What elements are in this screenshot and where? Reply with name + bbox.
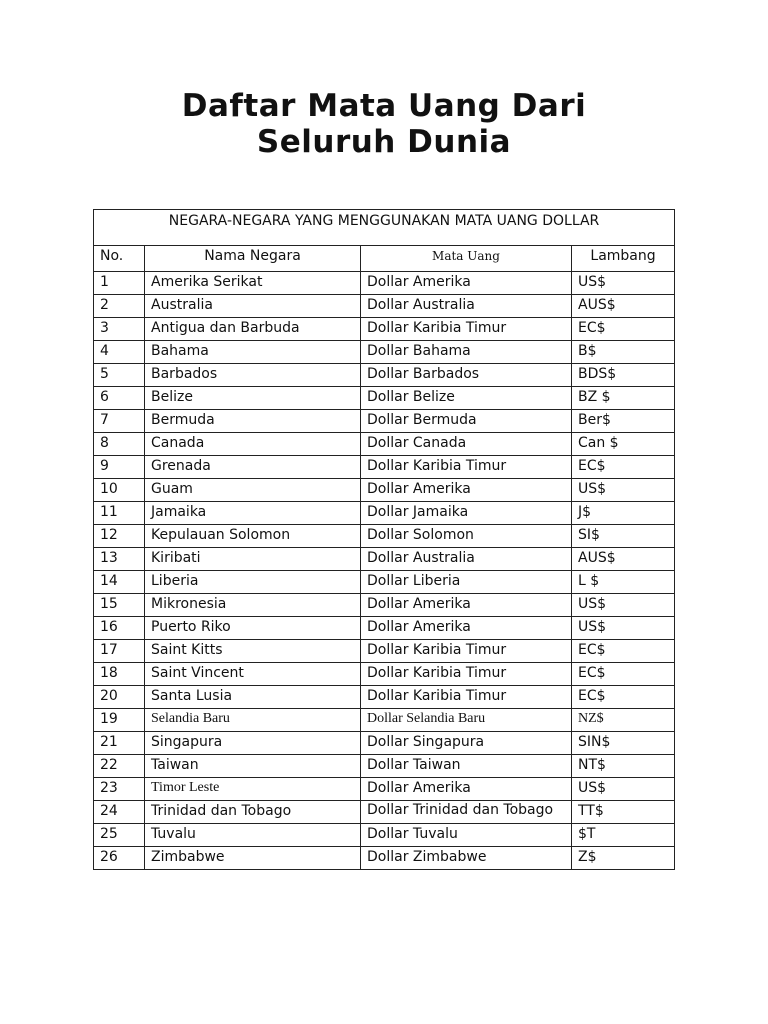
row-country: Belize (145, 387, 361, 410)
row-number: 4 (94, 341, 145, 364)
row-number: 16 (94, 617, 145, 640)
table-row (94, 318, 675, 341)
row-country: Zimbabwe (145, 847, 361, 870)
table-row (94, 456, 675, 479)
table-row (94, 364, 675, 387)
row-country: Saint Vincent (145, 663, 361, 686)
row-number: 26 (94, 847, 145, 870)
row-country: Guam (145, 479, 361, 502)
row-currency: Dollar Karibia Timur (361, 663, 572, 686)
row-number: 5 (94, 364, 145, 387)
table-row (94, 295, 675, 318)
row-number: 22 (94, 755, 145, 778)
row-number: 1 (94, 272, 145, 295)
row-symbol: EC$ (572, 318, 675, 341)
row-country: Bermuda (145, 410, 361, 433)
table-banner: NEGARA-NEGARA YANG MENGGUNAKAN MATA UANG DOLLAR (94, 210, 675, 246)
row-symbol: EC$ (572, 456, 675, 479)
row-currency: Dollar Amerika (361, 272, 572, 295)
row-currency: Dollar Amerika (361, 778, 572, 801)
row-symbol: AUS$ (572, 548, 675, 571)
row-country: Bahama (145, 341, 361, 364)
row-country: Jamaika (145, 502, 361, 525)
row-symbol: NT$ (572, 755, 675, 778)
table-header-row (94, 246, 675, 272)
row-symbol: L $ (572, 571, 675, 594)
row-number: 2 (94, 295, 145, 318)
table-row (94, 617, 675, 640)
row-country: Trinidad dan Tobago (145, 801, 361, 824)
row-country: Antigua dan Barbuda (145, 318, 361, 341)
row-number: 25 (94, 824, 145, 847)
row-number: 11 (94, 502, 145, 525)
row-symbol: B$ (572, 341, 675, 364)
row-symbol: $T (572, 824, 675, 847)
row-number: 9 (94, 456, 145, 479)
row-currency: Dollar Karibia Timur (361, 318, 572, 341)
row-country: Selandia Baru (145, 709, 361, 732)
table-row (94, 801, 675, 824)
row-country: Santa Lusia (145, 686, 361, 709)
row-number: 10 (94, 479, 145, 502)
row-symbol: Ber$ (572, 410, 675, 433)
row-country: Timor Leste (145, 778, 361, 801)
row-symbol: US$ (572, 479, 675, 502)
row-number: 21 (94, 732, 145, 755)
row-currency: Dollar Australia (361, 548, 572, 571)
table-row (94, 433, 675, 456)
row-symbol: EC$ (572, 686, 675, 709)
row-number: 3 (94, 318, 145, 341)
table-row (94, 778, 675, 801)
table-row (94, 525, 675, 548)
row-symbol: SI$ (572, 525, 675, 548)
row-currency: Dollar Karibia Timur (361, 456, 572, 479)
row-symbol: TT$ (572, 801, 675, 824)
row-currency: Dollar Belize (361, 387, 572, 410)
row-currency: Dollar Karibia Timur (361, 686, 572, 709)
row-currency: Dollar Canada (361, 433, 572, 456)
row-country: Kiribati (145, 548, 361, 571)
table-row (94, 571, 675, 594)
table-row (94, 341, 675, 364)
table-banner-row (94, 210, 675, 246)
row-country: Amerika Serikat (145, 272, 361, 295)
row-currency: Dollar Bermuda (361, 410, 572, 433)
row-symbol: US$ (572, 594, 675, 617)
row-currency: Dollar Barbados (361, 364, 572, 387)
row-number: 14 (94, 571, 145, 594)
table-row (94, 387, 675, 410)
table-row (94, 755, 675, 778)
row-country: Taiwan (145, 755, 361, 778)
row-currency: Dollar Zimbabwe (361, 847, 572, 870)
row-country: Puerto Riko (145, 617, 361, 640)
table-row (94, 732, 675, 755)
row-currency: Dollar Bahama (361, 341, 572, 364)
row-country: Grenada (145, 456, 361, 479)
row-number: 18 (94, 663, 145, 686)
row-country: Liberia (145, 571, 361, 594)
row-currency: Dollar Amerika (361, 479, 572, 502)
row-currency: Dollar Tuvalu (361, 824, 572, 847)
document-title (0, 88, 768, 160)
row-symbol: BZ $ (572, 387, 675, 410)
row-currency: Dollar Liberia (361, 571, 572, 594)
row-number: 24 (94, 801, 145, 824)
row-currency: Dollar Australia (361, 295, 572, 318)
row-symbol: BDS$ (572, 364, 675, 387)
row-country: Saint Kitts (145, 640, 361, 663)
row-currency: Dollar Amerika (361, 594, 572, 617)
row-country: Australia (145, 295, 361, 318)
table-row (94, 709, 675, 732)
row-currency: Dollar Amerika (361, 617, 572, 640)
currency-table (93, 209, 675, 870)
row-symbol: US$ (572, 778, 675, 801)
row-symbol: Z$ (572, 847, 675, 870)
row-country: Barbados (145, 364, 361, 387)
row-symbol: J$ (572, 502, 675, 525)
table-row (94, 847, 675, 870)
table-row (94, 663, 675, 686)
row-currency: Dollar Taiwan (361, 755, 572, 778)
row-currency: Dollar Singapura (361, 732, 572, 755)
row-symbol: EC$ (572, 663, 675, 686)
row-country: Tuvalu (145, 824, 361, 847)
table-row (94, 479, 675, 502)
row-symbol: EC$ (572, 640, 675, 663)
row-symbol: Can $ (572, 433, 675, 456)
title-line-2: Seluruh Dunia (256, 124, 512, 160)
header-country: Nama Negara (145, 246, 361, 272)
header-currency: Mata Uang (361, 246, 572, 272)
table-row (94, 502, 675, 525)
row-currency: Dollar Jamaika (361, 502, 572, 525)
row-symbol: US$ (572, 617, 675, 640)
row-symbol: NZ$ (572, 709, 675, 732)
row-country: Canada (145, 433, 361, 456)
table-row (94, 272, 675, 295)
row-currency: Dollar Trinidad dan Tobago (361, 801, 572, 824)
row-number: 19 (94, 709, 145, 732)
table-row (94, 824, 675, 847)
row-number: 7 (94, 410, 145, 433)
table-body (94, 272, 675, 870)
row-symbol: US$ (572, 272, 675, 295)
row-country: Mikronesia (145, 594, 361, 617)
row-number: 23 (94, 778, 145, 801)
table-row (94, 594, 675, 617)
row-currency: Dollar Solomon (361, 525, 572, 548)
title-line-1: Daftar Mata Uang Dari (181, 88, 587, 124)
row-number: 17 (94, 640, 145, 663)
row-country: Singapura (145, 732, 361, 755)
row-symbol: SIN$ (572, 732, 675, 755)
row-number: 15 (94, 594, 145, 617)
table-row (94, 548, 675, 571)
row-number: 6 (94, 387, 145, 410)
row-number: 8 (94, 433, 145, 456)
row-number: 13 (94, 548, 145, 571)
table-row (94, 686, 675, 709)
row-country: Kepulauan Solomon (145, 525, 361, 548)
table-row (94, 410, 675, 433)
row-number: 12 (94, 525, 145, 548)
header-no: No. (94, 246, 145, 272)
row-symbol: AUS$ (572, 295, 675, 318)
header-symbol: Lambang (572, 246, 675, 272)
row-currency: Dollar Karibia Timur (361, 640, 572, 663)
row-number: 20 (94, 686, 145, 709)
table-row (94, 640, 675, 663)
row-currency: Dollar Selandia Baru (361, 709, 572, 732)
